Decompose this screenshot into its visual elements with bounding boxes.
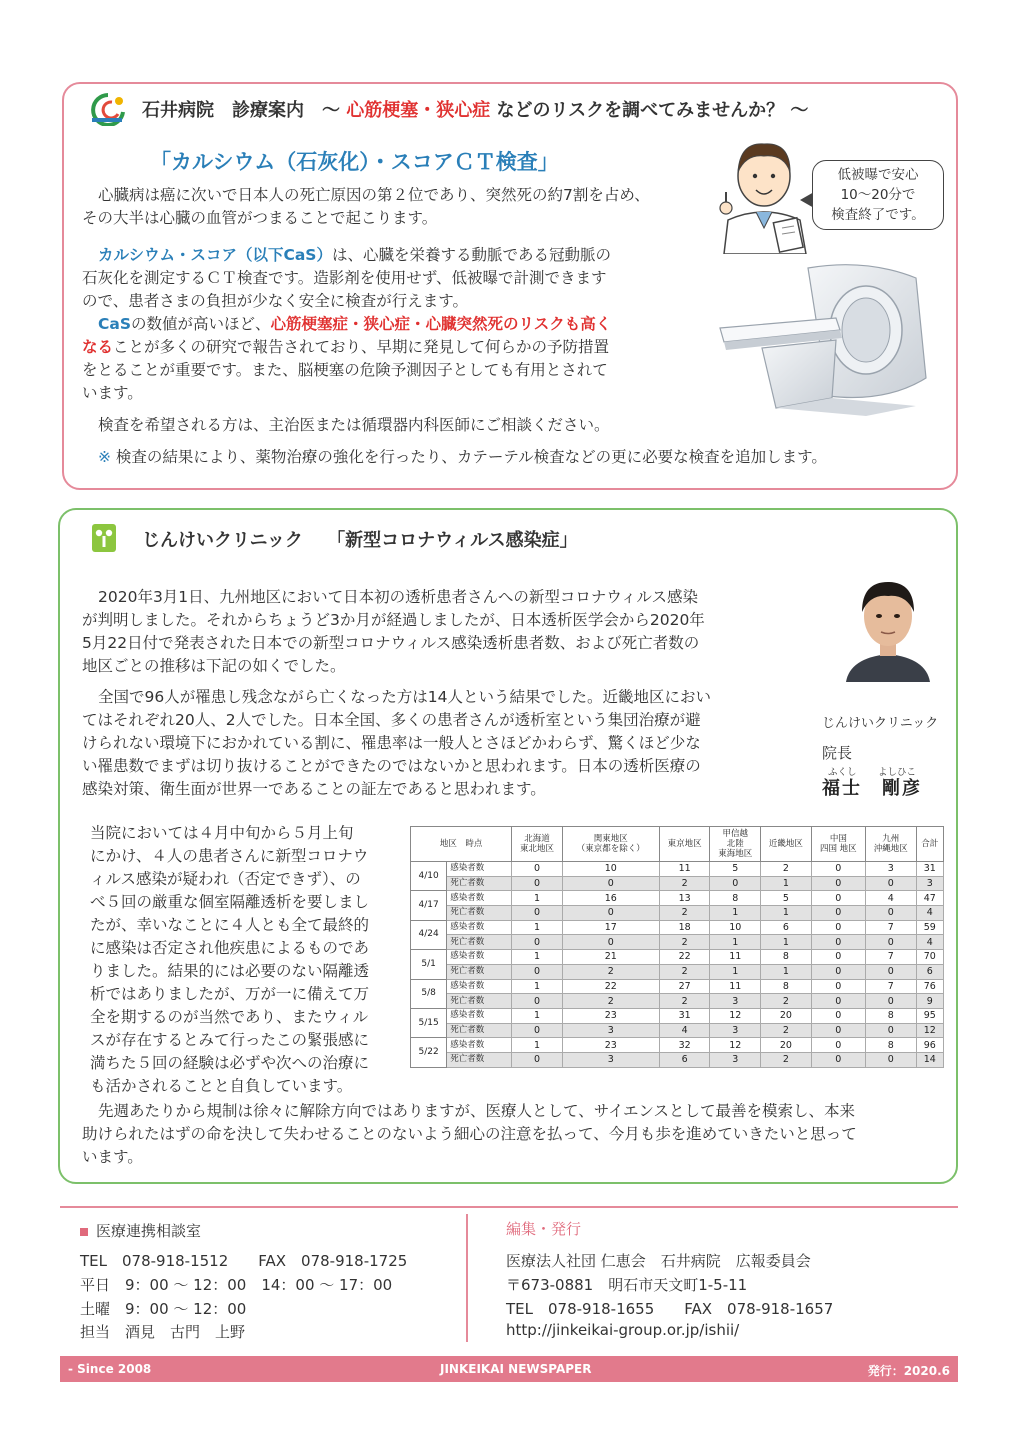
table-cell: 0 [562,876,659,891]
table-row-label: 感染者数 [447,1008,512,1023]
table-cell: 27 [659,979,710,994]
footer-left-heading: 医療連携相談室 [80,1220,201,1241]
table-row-label: 死亡者数 [447,906,512,921]
table-cell: 2 [659,906,710,921]
table-cell: 0 [811,906,865,921]
table-cell: 5 [710,862,761,877]
table-cell: 0 [562,906,659,921]
section2-header: じんけいクリニック 「新型コロナウィルス感染症」 [142,530,578,551]
table-cell: 5 [761,891,812,906]
table-row-label: 死亡者数 [447,935,512,950]
section2-paragraph-3: 当院においては４月中旬から５月上旬 にかけ、４人の患者さんに新型コロナウ ィルス感染が疑われ（否定できず）、の べ５回の厳重な個室隔離透析を要しまし たが、幸いなことに４人とも全て最終的 に感染は否定され他疾患によるものであ りました。結果的には必要のない隔離透 析ではありましたが、万が一に備えて万 全を期するのが当然であり、またウィル スが存在するとみて行ったこの緊張感に 満ちた５回の経験は必ずや次への治療に も活かされることと自負しています。 [90,824,370,1095]
table-row [411,935,944,950]
table-row-label: 感染者数 [447,979,512,994]
table-cell: 2 [761,994,812,1009]
table-cell: 11 [659,862,710,877]
footer-left-line: 担当 酒見 古門 上野 [80,1323,246,1341]
table-cell: 8 [865,1008,916,1023]
table-row-label: 感染者数 [447,862,512,877]
table-cell: 0 [811,935,865,950]
table-date-cell: 4/17 [411,891,447,920]
table-row [411,979,944,994]
table-cell: 59 [916,920,943,935]
table-cell: 95 [916,1008,943,1023]
table-header-cell: 合計 [916,827,943,862]
table-row-label: 感染者数 [447,891,512,906]
table-cell: 0 [512,876,563,891]
table-cell: 0 [865,994,916,1009]
table-cell: 0 [865,1052,916,1067]
table-cell: 1 [512,891,563,906]
footer-right-line: 医療法人社団 仁恵会 石井病院 広報委員会 [506,1252,811,1270]
footer-divider [60,1206,958,1208]
table-cell: 0 [865,1023,916,1038]
table-cell: 0 [811,1052,865,1067]
table-cell: 31 [659,1008,710,1023]
table-cell: 3 [865,862,916,877]
section1-paragraph-4: 検査を希望される方は、主治医または循環器内科医師にご相談ください。 [98,416,610,434]
table-header-cell: 地区 時点 [411,827,512,862]
table-cell: 17 [562,920,659,935]
footer-newspaper-title: JINKEIKAI NEWSPAPER [440,1362,592,1376]
table-cell: 3 [710,1052,761,1067]
table-row [411,876,944,891]
director-name-ruby-2: よしひこ [878,767,917,778]
table-cell: 0 [811,964,865,979]
table-cell: 7 [865,950,916,965]
director-name: 福士 剛彦 [822,778,922,799]
table-row [411,950,944,965]
table-cell: 32 [659,1038,710,1053]
table-cell: 0 [562,935,659,950]
table-cell: 0 [811,862,865,877]
doctor-illustration [714,124,814,254]
section1-paragraph-3: CaSの数値が高いほど、心筋梗塞症・狭心症・心臓突然死のリスクも高く なることが多くの研究で報告されており、早期に発見して何らかの予防措置 をとることが重要です。また、脳梗塞の危険予測因子としても有用とされて います。 [82,315,612,402]
table-cell: 1 [512,950,563,965]
section1-paragraph-1: 心臓病は癌に次いで日本人の死亡原因の第２位であり、突然死の約7割を占め、 その大半は心臓の血管がつまることで起こります。 [82,186,650,227]
table-cell: 20 [761,1038,812,1053]
table-cell: 1 [710,964,761,979]
footer-issue-date: 発行：2020.6 [867,1364,950,1378]
table-header-row [411,827,944,862]
table-cell: 0 [512,862,563,877]
table-cell: 1 [761,876,812,891]
footer-since: - Since 2008 [68,1362,152,1376]
table-cell: 1 [512,920,563,935]
speech-bubble: 低被曝で安心 10～20分で 検査終了です。 [812,160,944,230]
table-cell: 20 [761,1008,812,1023]
table-cell: 96 [916,1038,943,1053]
table-cell: 0 [865,906,916,921]
director-clinic: じんけいクリニック [822,716,939,731]
table-cell: 9 [916,994,943,1009]
table-cell: 1 [512,979,563,994]
table-cell: 13 [659,891,710,906]
table-cell: 2 [761,1052,812,1067]
table-cell: 1 [761,935,812,950]
section2-paragraph-1: 2020年3月1日、九州地区において日本初の透析患者さんへの新型コロナウィルス感染 が判明しました。それからちょうど3か月が経過しましたが、日本透析医学会から2020年 5月22日付で発表された日本での新型コロナウィルス感染透析患者数、および死亡者数の 地区ごとの推移は下記の如くでした。 [82,588,705,675]
table-cell: 0 [811,994,865,1009]
table-row [411,994,944,1009]
table-cell: 4 [916,935,943,950]
table-row [411,964,944,979]
table-cell: 1 [512,1008,563,1023]
table-cell: 0 [710,876,761,891]
director-name-ruby-1: ふくし [828,767,857,778]
table-header-cell: 九州 沖縄地区 [865,827,916,862]
table-cell: 0 [811,950,865,965]
table-cell: 2 [562,994,659,1009]
table-row-label: 感染者数 [447,1038,512,1053]
table-cell: 0 [811,1038,865,1053]
footer-right-line: TEL 078-918-1655 FAX 078-918-1657 [506,1300,834,1318]
section2-paragraph-2: 全国で96人が罹患し残念ながら亡くなった方は14人という結果でした。近畿地区におい てはそれぞれ20人、2人でした。日本全国、多くの患者さんが透析室という集団治療が避 けられない環境下におかれている割に、罹患率は一般人とさほどかわらず、驚くほど少な い罹患数でまずは切り抜けることができたのではないかと思われます。日本の透析医療の 感染対策、衛生面が世界一であることの証左であると思われます。 [82,688,711,798]
table-cell: 11 [710,979,761,994]
section1-title: 「カルシウム（石灰化）・スコアＣＴ検査」 [150,150,559,174]
table-row [411,1008,944,1023]
table-cell: 0 [512,964,563,979]
table-cell: 2 [659,935,710,950]
table-cell: 2 [761,862,812,877]
table-cell: 3 [916,876,943,891]
footer-bar [60,1356,958,1382]
table-row [411,906,944,921]
table-cell: 0 [811,891,865,906]
director-role: 院長 [822,744,853,762]
table-date-cell: 5/15 [411,1008,447,1037]
table-cell: 2 [562,964,659,979]
section1-header: 石井病院 診療案内 ～ 心筋梗塞・狭心症 などのリスクを調べてみませんか？ ～ [142,100,809,121]
table-cell: 2 [659,876,710,891]
table-cell: 0 [512,1052,563,1067]
jinkei-clinic-logo [92,524,116,552]
footer-vertical-divider [466,1214,468,1342]
table-cell: 4 [659,1023,710,1038]
table-cell: 6 [659,1052,710,1067]
table-cell: 8 [710,891,761,906]
table-cell: 0 [811,920,865,935]
table-cell: 12 [710,1008,761,1023]
table-row-label: 死亡者数 [447,1023,512,1038]
table-row-label: 死亡者数 [447,964,512,979]
table-cell: 7 [865,979,916,994]
section1-note: ※ 検査の結果により、薬物治療の強化を行ったり、カテーテル検査などの更に必要な検査を追加します。 [98,448,827,466]
footer-url[interactable]: http://jinkeikai-group.or.jp/ishii/ [506,1321,740,1339]
table-row [411,891,944,906]
table-cell: 4 [916,906,943,921]
table-cell: 7 [865,920,916,935]
table-cell: 6 [761,920,812,935]
table-cell: 31 [916,862,943,877]
table-cell: 0 [512,994,563,1009]
table-cell: 70 [916,950,943,965]
table-cell: 0 [811,1023,865,1038]
table-header-cell: 東京地区 [659,827,710,862]
table-cell: 2 [761,1023,812,1038]
table-date-cell: 4/10 [411,862,447,891]
table-cell: 12 [916,1023,943,1038]
table-row [411,862,944,877]
table-cell: 11 [710,950,761,965]
footer-left-line: TEL 078-918-1512 FAX 078-918-1725 [80,1252,408,1270]
table-row-label: 死亡者数 [447,994,512,1009]
table-cell: 2 [659,964,710,979]
covid-case-table [410,826,944,1068]
square-bullet-icon [80,1228,88,1236]
table-cell: 23 [562,1038,659,1053]
footer-left-line: 土曜 9：00 ～ 12：00 [80,1300,247,1318]
table-cell: 8 [865,1038,916,1053]
table-cell: 1 [512,1038,563,1053]
table-cell: 8 [761,950,812,965]
table-cell: 0 [512,935,563,950]
table-cell: 6 [916,964,943,979]
table-cell: 23 [562,1008,659,1023]
table-row [411,920,944,935]
table-cell: 0 [811,876,865,891]
table-cell: 14 [916,1052,943,1067]
table-row-label: 感染者数 [447,950,512,965]
footer-right-heading: 編集・発行 [506,1220,582,1238]
table-cell: 1 [710,935,761,950]
section2-paragraph-4: 先週あたりから規制は徐々に解除方向ではありますが、医療人として、サイエンスとして最善を模索し、本来 助けられたはずの命を決して失わせることのないよう細心の注意を払って、今月も歩を進めていきたいと思って います。 [82,1102,857,1166]
table-cell: 0 [512,1023,563,1038]
table-cell: 22 [659,950,710,965]
table-date-cell: 5/8 [411,979,447,1008]
table-header-cell: 甲信越 北陸 東海地区 [710,827,761,862]
ct-scanner-image [716,258,942,418]
table-cell: 0 [811,1008,865,1023]
table-cell: 10 [710,920,761,935]
section1-paragraph-2: カルシウム・スコア（以下CaS）は、心臓を栄養する動脈である冠動脈の 石灰化を測定するＣＴ検査です。造影剤を使用せず、低被曝で計測できます ので、患者さまの負担が少なく安全に検査が行えます。 [82,246,611,310]
table-cell: 3 [710,994,761,1009]
table-cell: 0 [865,935,916,950]
table-cell: 8 [761,979,812,994]
table-row [411,1023,944,1038]
table-cell: 0 [811,979,865,994]
table-cell: 2 [659,994,710,1009]
table-cell: 16 [562,891,659,906]
table-row-label: 死亡者数 [447,876,512,891]
table-cell: 0 [865,876,916,891]
table-cell: 10 [562,862,659,877]
table-row [411,1052,944,1067]
table-date-cell: 5/1 [411,950,447,979]
table-cell: 3 [562,1052,659,1067]
footer-right-line: 〒673-0881 明石市天文町1-5-11 [506,1276,748,1294]
table-date-cell: 4/24 [411,920,447,949]
table-cell: 0 [865,964,916,979]
table-cell: 3 [562,1023,659,1038]
table-header-cell: 近畿地区 [761,827,812,862]
table-header-cell: 北海道 東北地区 [512,827,563,862]
table-cell: 12 [710,1038,761,1053]
footer-left-line: 平日 9：00 ～ 12：00 14：00 ～ 17：00 [80,1276,393,1294]
table-cell: 4 [865,891,916,906]
table-header-cell: 関東地区 （東京都を除く） [562,827,659,862]
table-cell: 1 [761,964,812,979]
table-row-label: 死亡者数 [447,1052,512,1067]
table-cell: 3 [710,1023,761,1038]
table-cell: 0 [512,906,563,921]
director-photo [840,566,936,682]
table-cell: 1 [761,906,812,921]
table-cell: 76 [916,979,943,994]
table-cell: 1 [710,906,761,921]
table-cell: 18 [659,920,710,935]
table-cell: 47 [916,891,943,906]
table-date-cell: 5/22 [411,1038,447,1067]
table-cell: 21 [562,950,659,965]
table-row [411,1038,944,1053]
table-row-label: 感染者数 [447,920,512,935]
table-cell: 22 [562,979,659,994]
ishii-hospital-logo [88,92,128,126]
table-header-cell: 中国 四国 地区 [811,827,865,862]
